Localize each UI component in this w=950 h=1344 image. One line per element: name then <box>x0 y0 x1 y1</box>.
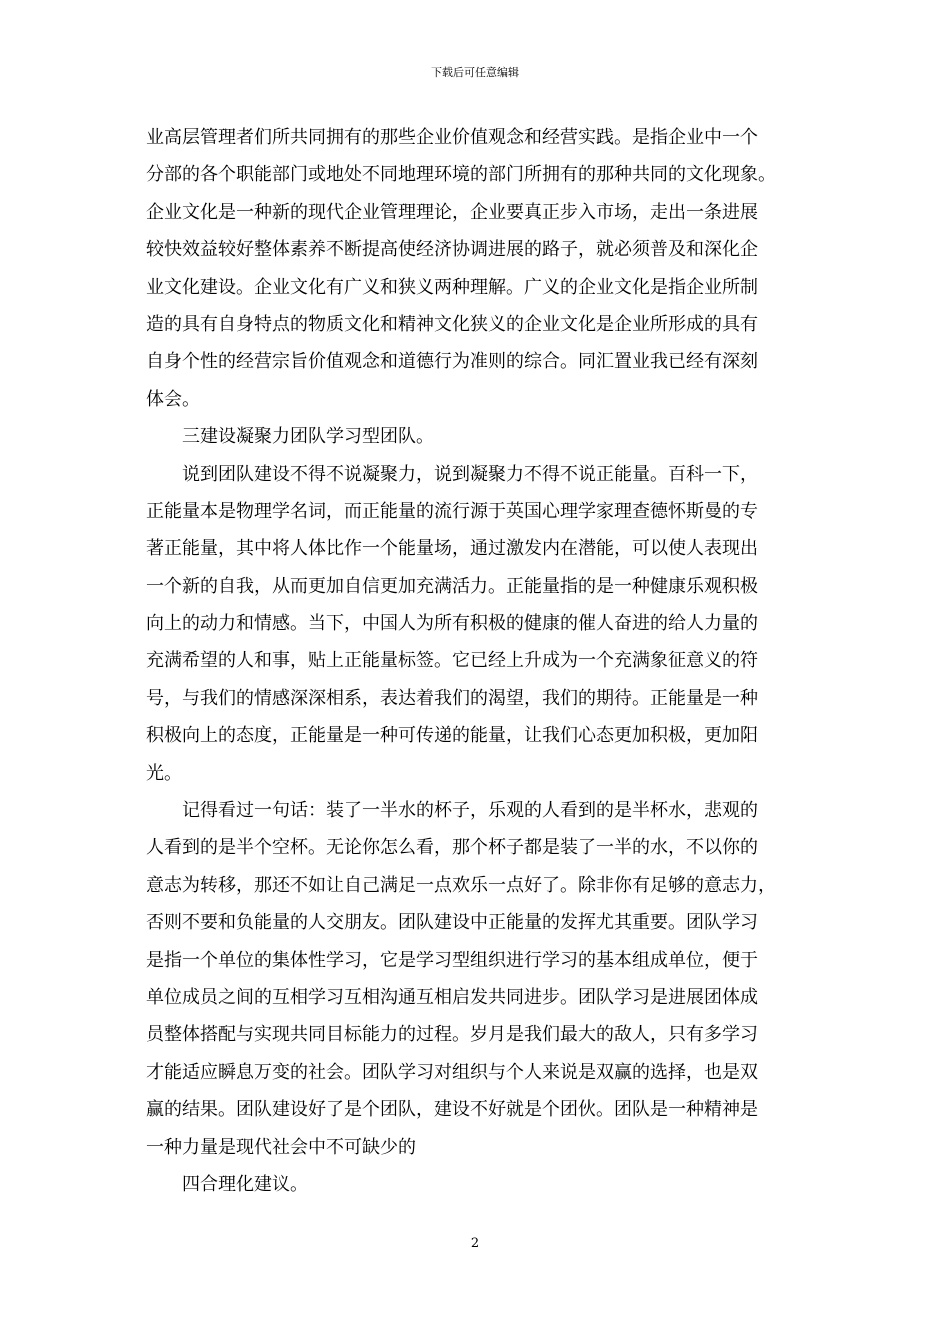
text-line: 向上的动力和情感。当下，中国人为所有积极的健康的催人奋进的给人力量的 <box>146 613 758 635</box>
text-line: 体会。 <box>146 388 200 410</box>
page-header: 下载后可任意编辑 <box>431 66 519 79</box>
text-line: 较快效益较好整体素养不断提高使经济协调进展的路子，就必须普及和深化企 <box>146 239 758 261</box>
text-line: 说到团队建设不得不说凝聚力，说到凝聚力不得不说正能量。百科一下， <box>182 463 758 485</box>
text-line: 一种力量是现代社会中不可缺少的 <box>146 1136 416 1158</box>
text-line: 著正能量，其中将人体比作一个能量场，通过激发内在潜能，可以使人表现出 <box>146 538 758 560</box>
text-line: 单位成员之间的互相学习互相沟通互相启发共同进步。团队学习是进展团体成 <box>146 986 758 1008</box>
text-line: 员整体搭配与实现共同目标能力的过程。岁月是我们最大的敌人，只有多学习 <box>146 1024 758 1046</box>
section-heading: 三建设凝聚力团队学习型团队。 <box>182 426 434 448</box>
text-line: 充满希望的人和事，贴上正能量标签。它已经上升成为一个充满象征意义的符 <box>146 650 758 672</box>
text-line: 光。 <box>146 762 182 784</box>
text-line: 一个新的自我，从而更加自信更加充满活力。正能量指的是一种健康乐观积极 <box>146 575 758 597</box>
text-line: 否则不要和负能量的人交朋友。团队建设中正能量的发挥尤其重要。团队学习 <box>146 912 758 934</box>
document-body <box>146 119 814 1203</box>
text-line: 业文化建设。企业文化有广义和狭义两种理解。广义的企业文化是指企业所制 <box>146 276 758 298</box>
text-line: 意志为转移，那还不如让自己满足一点欢乐一点好了。除非你有足够的意志力， <box>146 874 776 896</box>
text-line: 自身个性的经营宗旨价值观念和道德行为准则的综合。同汇置业我已经有深刻 <box>146 351 758 373</box>
text-line: 分部的各个职能部门或地处不同地理环境的部门所拥有的那种共同的文化现象。 <box>146 164 776 186</box>
text-line: 正能量本是物理学名词，而正能量的流行源于英国心理学家理查德怀斯曼的专 <box>146 500 758 522</box>
text-line: 记得看过一句话：装了一半水的杯子，乐观的人看到的是半杯水，悲观的 <box>182 800 758 822</box>
section-heading: 四合理化建议。 <box>182 1173 308 1195</box>
text-line: 业高层管理者们所共同拥有的那些企业价值观念和经营实践。是指企业中一个 <box>146 127 758 148</box>
text-line: 才能适应瞬息万变的社会。团队学习对组织与个人来说是双赢的选择，也是双 <box>146 1061 758 1083</box>
text-line: 造的具有自身特点的物质文化和精神文化狭义的企业文化是企业所形成的具有 <box>146 313 758 335</box>
text-line: 赢的结果。团队建设好了是个团队，建设不好就是个团伙。团队是一种精神是 <box>146 1099 758 1121</box>
text-line: 是指一个单位的集体性学习，它是学习型组织进行学习的基本组成单位，便于 <box>146 949 758 971</box>
text-line: 号，与我们的情感深深相系，表达着我们的渴望，我们的期待。正能量是一种 <box>146 687 758 709</box>
text-line: 人看到的是半个空杯。无论你怎么看，那个杯子都是装了一半的水，不以你的 <box>146 837 758 859</box>
page-number: 2 <box>470 1236 480 1251</box>
text-line: 企业文化是一种新的现代企业管理理论，企业要真正步入市场，走出一条进展 <box>146 201 758 223</box>
text-line: 积极向上的态度，正能量是一种可传递的能量，让我们心态更加积极，更加阳 <box>146 725 758 747</box>
